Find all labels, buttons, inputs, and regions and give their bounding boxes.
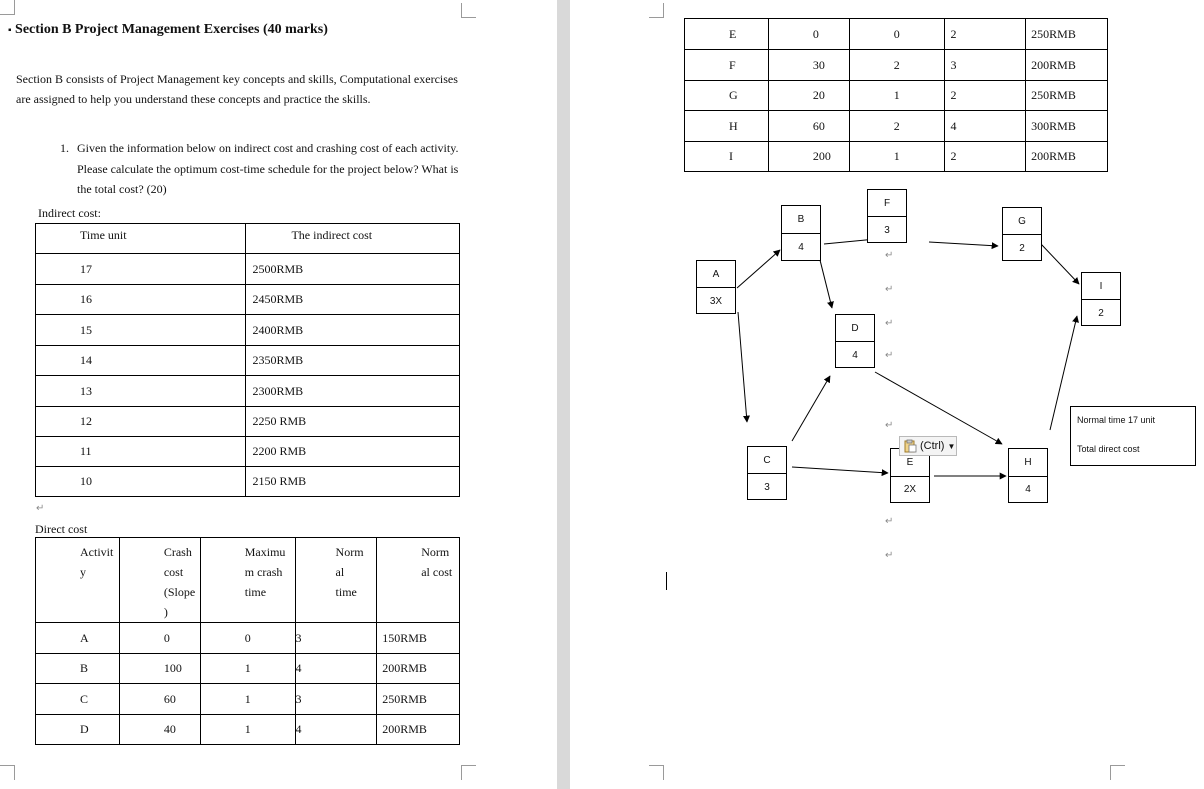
node-f: [867, 189, 907, 243]
node-label: B: [782, 206, 820, 234]
header-line: al cost: [421, 565, 453, 579]
activity-cell: I: [685, 142, 769, 172]
node-label: D: [836, 315, 874, 342]
header-line: Norm: [335, 545, 364, 559]
normal-time-cell: 3: [295, 623, 377, 654]
indirect-cost-cell: 2150 RMB: [246, 467, 460, 497]
max-crash-cell: 2: [849, 50, 944, 81]
indirect-time-cell: 17: [36, 254, 246, 285]
node-label: A: [697, 261, 735, 288]
header-line: time: [335, 585, 357, 599]
node-h: [1008, 448, 1048, 503]
header-line: Maximu: [244, 545, 286, 559]
paragraph-mark: ↵: [885, 318, 894, 329]
header-line: time: [244, 585, 267, 599]
activity-cell: E: [685, 19, 769, 50]
activity-cell: F: [685, 50, 769, 81]
node-duration: 2X: [903, 484, 917, 496]
normal-cost-cell: 300RMB: [1026, 111, 1108, 142]
intro-line-1: Section B consists of Project Management key concepts and skills, Computational exercises: [16, 72, 458, 86]
paragraph-mark: ↵: [885, 250, 894, 261]
paragraph-mark: ↵: [885, 284, 894, 295]
max-crash-cell: 1: [849, 81, 944, 111]
header-line: Norm: [421, 545, 450, 559]
clipboard-icon: [903, 439, 917, 453]
header-line: Crash: [163, 545, 192, 559]
activity-cell: B: [36, 654, 120, 684]
normal-time-cell: 2: [944, 142, 1026, 172]
max-crash-cell: 2: [849, 111, 944, 142]
question-line-1: Given the information below on indirect cost and crashing cost of each activity.: [77, 141, 459, 155]
node-duration: 3: [764, 481, 770, 493]
header-line: ): [163, 605, 168, 619]
node-label: C: [748, 447, 786, 474]
max-crash-cell: 1: [849, 142, 944, 172]
normal-cost-cell: 150RMB: [377, 623, 460, 654]
paragraph-mark: ↵: [885, 350, 894, 361]
node-label: H: [1009, 449, 1047, 477]
paste-options-button[interactable]: [899, 436, 957, 456]
node-duration: 2: [1098, 307, 1104, 319]
indirect-cost-cell: 2450RMB: [246, 285, 460, 315]
activity-cell: A: [36, 623, 120, 654]
question-line-3: the total cost? (20): [77, 182, 167, 196]
paragraph-mark: ↵: [885, 550, 894, 561]
direct-cost-label: Direct cost: [35, 522, 88, 536]
node-a: [696, 260, 736, 314]
indirect-time-cell: 13: [36, 376, 246, 407]
node-label: I: [1082, 273, 1120, 300]
indirect-time-cell: 15: [36, 315, 246, 346]
header-line: y: [80, 565, 86, 579]
slope-cell: 60: [768, 111, 849, 142]
node-b: [781, 205, 821, 261]
arrow-a-b: [737, 250, 780, 288]
node-duration: 3X: [709, 295, 723, 307]
indirect-cost-cell: 2350RMB: [246, 346, 460, 376]
normal-time-note: [1070, 406, 1196, 466]
node-d: [835, 314, 875, 368]
paragraph-mark: ↵: [885, 516, 894, 527]
max-crash-cell: 0: [200, 623, 295, 654]
intro-line-2: are assigned to help you understand these concepts and practice the skills.: [16, 92, 371, 106]
node-e: [890, 448, 930, 503]
node-duration: 3: [884, 224, 890, 236]
normal-time-cell: 2: [944, 19, 1026, 50]
normal-cost-cell: 250RMB: [377, 684, 460, 715]
indirect-cost-cell: 2400RMB: [246, 315, 460, 346]
header-line: cost: [163, 565, 184, 579]
paragraph-mark: ↵: [885, 420, 894, 431]
arrow-c-e: [792, 467, 888, 473]
paste-options-label: (Ctrl): [920, 440, 945, 452]
total-direct-cost-text: Total direct cost: [1077, 444, 1140, 454]
normal-time-cell: 3: [295, 684, 377, 715]
node-duration: 2: [1019, 242, 1025, 254]
indirect-cost-cell: 2500RMB: [246, 254, 460, 285]
node-duration: 4: [798, 242, 804, 253]
arrow-a-c: [738, 312, 747, 422]
normal-time-text: Normal time 17 unit: [1077, 415, 1156, 425]
slope-cell: 30: [768, 50, 849, 81]
slope-cell: 40: [119, 715, 200, 745]
max-crash-cell: 1: [200, 654, 295, 684]
normal-cost-cell: 250RMB: [1026, 19, 1108, 50]
normal-time-cell: 3: [944, 50, 1026, 81]
question-number: 1.: [60, 141, 69, 155]
chevron-down-icon: ▼: [947, 441, 956, 451]
max-crash-cell: 1: [200, 684, 295, 715]
normal-cost-cell: 200RMB: [377, 715, 460, 745]
arrow-b-d: [820, 260, 832, 308]
node-duration: 4: [852, 349, 858, 361]
slope-cell: 100: [119, 654, 200, 684]
indirect-cost-label: Indirect cost:: [38, 206, 101, 220]
indirect-cost-cell: 2200 RMB: [246, 437, 460, 467]
activity-cell: H: [685, 111, 769, 142]
activity-cell: C: [36, 684, 120, 715]
indirect-time-cell: 10: [36, 467, 246, 497]
normal-cost-cell: 250RMB: [1026, 81, 1108, 111]
slope-cell: 0: [768, 19, 849, 50]
normal-cost-cell: 200RMB: [1026, 142, 1108, 172]
indirect-time-cell: 12: [36, 407, 246, 437]
header-line: al: [335, 565, 345, 579]
normal-time-cell: 4: [295, 715, 377, 745]
slope-cell: 60: [119, 684, 200, 715]
slope-cell: 20: [768, 81, 849, 111]
node-label: E: [891, 449, 929, 477]
question-line-2: Please calculate the optimum cost-time schedule for the project below? What is: [77, 162, 459, 176]
arrow-f-g: [929, 242, 998, 246]
normal-cost-cell: 200RMB: [1026, 50, 1108, 81]
slope-cell: 200: [768, 142, 849, 172]
node-duration: 4: [1025, 484, 1031, 496]
slope-cell: 0: [119, 623, 200, 654]
normal-time-cell: 4: [295, 654, 377, 684]
arrow-c-d: [792, 376, 830, 441]
indirect-time-cell: 14: [36, 346, 246, 376]
max-crash-cell: 1: [200, 715, 295, 745]
activity-cell: G: [685, 81, 769, 111]
header-indirect-cost: The indirect cost: [246, 224, 460, 254]
normal-time-cell: 4: [944, 111, 1026, 142]
normal-cost-cell: 200RMB: [377, 654, 460, 684]
indirect-time-cell: 16: [36, 285, 246, 315]
node-i: [1081, 272, 1121, 326]
node-c: [747, 446, 787, 500]
paragraph-mark: ↵: [36, 503, 45, 514]
node-g: [1002, 207, 1042, 261]
header-line: Activit: [80, 545, 114, 559]
header-line: m crash: [244, 565, 283, 579]
node-label: G: [1003, 208, 1041, 235]
header-time-unit: Time unit: [36, 224, 246, 254]
indirect-time-cell: 11: [36, 437, 246, 467]
activity-cell: D: [36, 715, 120, 745]
max-crash-cell: 0: [849, 19, 944, 50]
node-label: F: [868, 190, 906, 217]
indirect-cost-cell: 2250 RMB: [246, 407, 460, 437]
normal-time-cell: 2: [944, 81, 1026, 111]
arrow-g-i: [1041, 244, 1079, 284]
arrow-d-h: [875, 372, 1002, 444]
section-title: ▪ Section B Project Management Exercises (40 marks): [8, 22, 328, 37]
indirect-cost-cell: 2300RMB: [246, 376, 460, 407]
header-line: (Slope: [163, 585, 196, 599]
